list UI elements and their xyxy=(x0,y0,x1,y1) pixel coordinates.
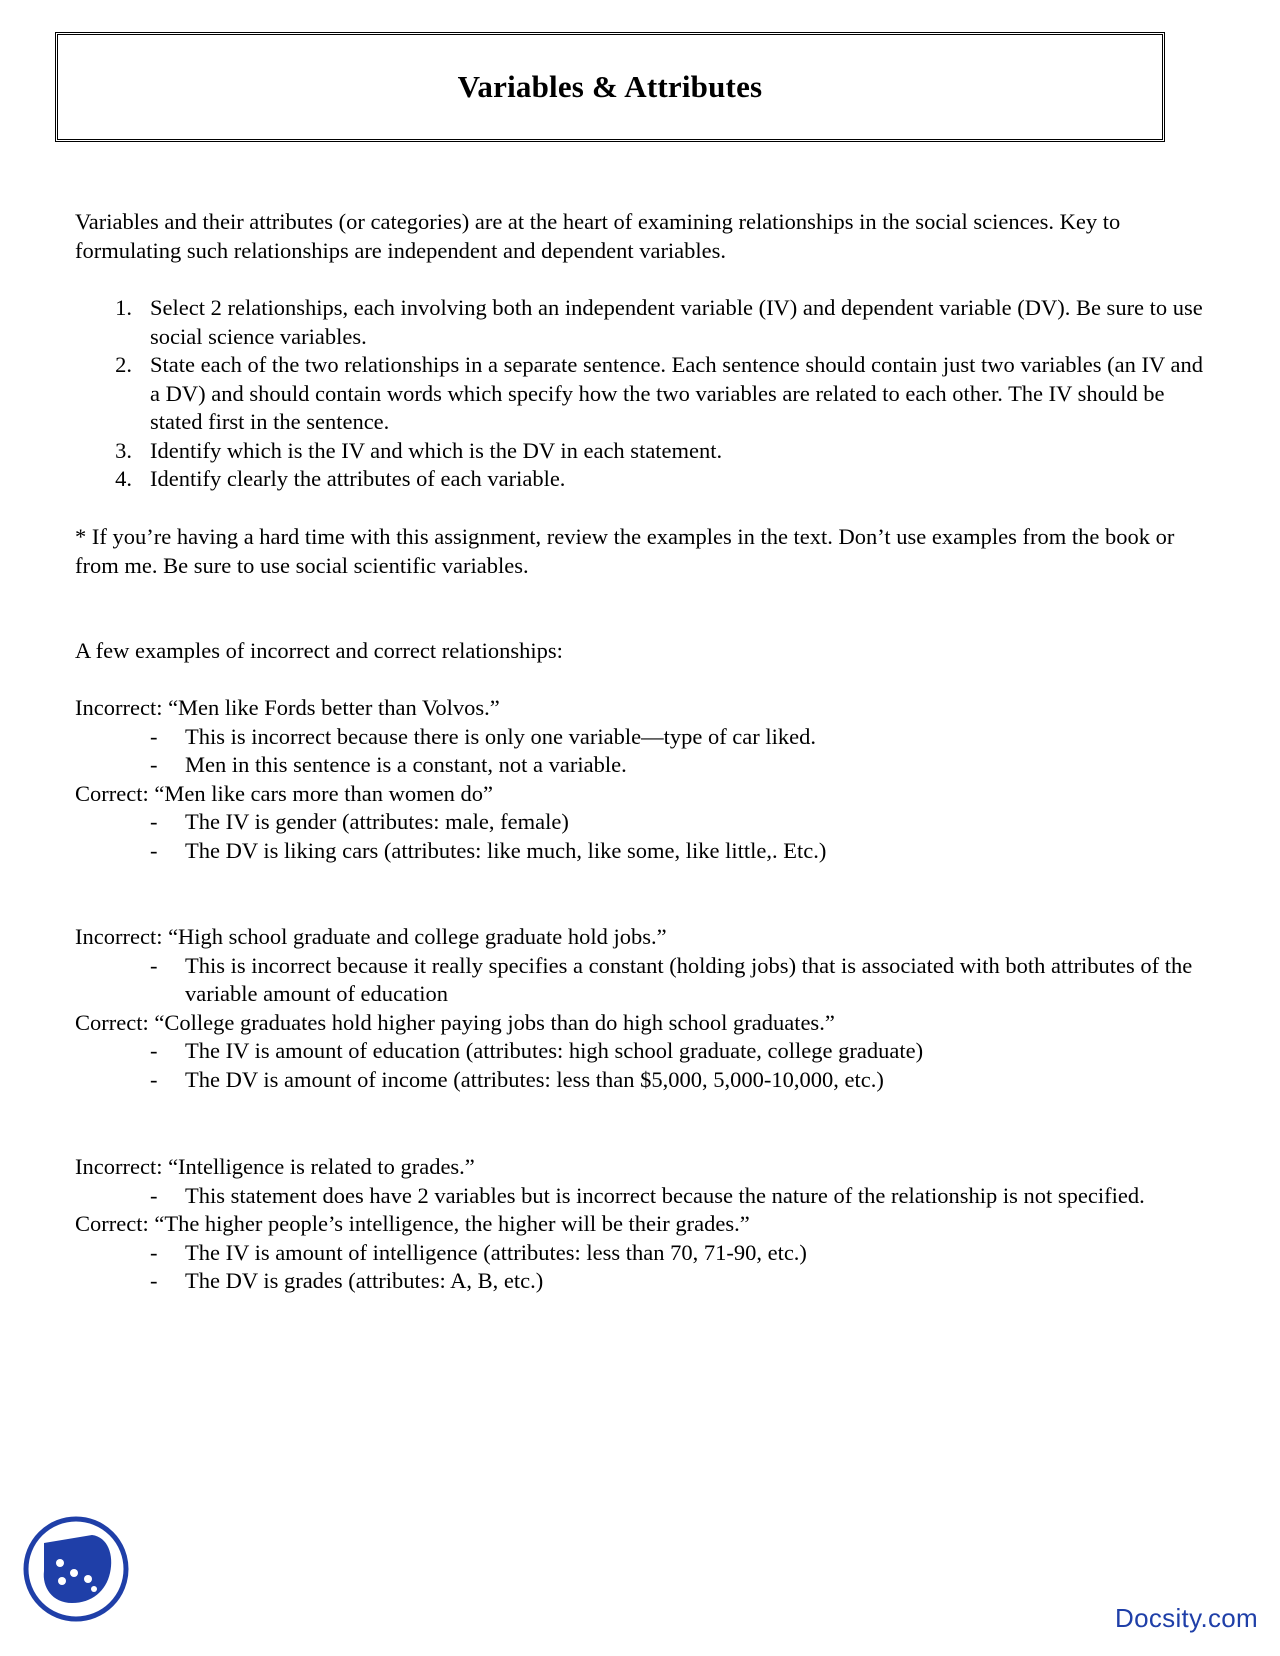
logo-dot xyxy=(56,1559,64,1567)
instruction-list xyxy=(75,294,1205,494)
note-text: This is incorrect because there is only one variable—type of car liked. xyxy=(185,723,817,749)
intro-paragraph: Variables and their attributes (or categories) are at the heart of examining relationships in the social sciences. Key to formulating such relationships are independent and dependent variables. xyxy=(75,209,1121,263)
dash: - xyxy=(150,1066,158,1092)
note-item xyxy=(75,837,1205,866)
note-item xyxy=(75,952,1205,1009)
dash: - xyxy=(150,809,158,834)
note-item xyxy=(75,1239,1205,1268)
correct-statement: Correct: “College graduates hold higher paying jobs than do high school graduates.” xyxy=(75,1009,835,1035)
note-text: This is incorrect because it really specifies a constant (holding jobs) that is associated with both attributes of the variable amount of education xyxy=(185,952,1193,1006)
list-item xyxy=(75,351,1205,437)
note-item xyxy=(75,1182,1205,1211)
logo-dot xyxy=(91,1586,97,1592)
note-item xyxy=(75,723,1205,752)
dash: - xyxy=(150,1182,158,1208)
logo-dot xyxy=(84,1575,92,1583)
list-number: 1. xyxy=(115,295,132,320)
page-title: Variables & Attributes xyxy=(457,69,763,104)
dash: - xyxy=(150,1268,158,1293)
dash: - xyxy=(150,1239,158,1265)
dash: - xyxy=(150,723,158,749)
note-item xyxy=(75,1267,1205,1296)
note-item xyxy=(75,751,1205,780)
example-block-1 xyxy=(75,694,1205,865)
title-box xyxy=(55,32,1165,142)
list-number: 2. xyxy=(115,352,132,377)
note-text: The DV is liking cars (attributes: like much, like some, like little,. Etc.) xyxy=(185,837,827,863)
note-item xyxy=(75,1066,1205,1095)
correct-statement: Correct: “The higher people’s intelligence, the higher will be their grades.” xyxy=(75,1211,750,1236)
note-text: This statement does have 2 variables but is incorrect because the nature of the relationship is not specified. xyxy=(185,1182,1145,1208)
examples-heading: A few examples of incorrect and correct relationships: xyxy=(75,638,563,663)
brand-link[interactable]: Docsity.com xyxy=(1115,1603,1258,1633)
note-paragraph: * If you’re having a hard time with this assignment, review the examples in the text. Don’t use examples from the book or from me. Be sure to use social scientific variables. xyxy=(75,524,1175,578)
note-item xyxy=(75,1037,1205,1066)
incorrect-statement: Incorrect: “Intelligence is related to grades.” xyxy=(75,1154,475,1179)
note-item xyxy=(75,808,1205,837)
list-item xyxy=(75,465,1205,494)
dash: - xyxy=(150,837,158,863)
list-item xyxy=(75,294,1205,351)
correct-statement: Correct: “Men like cars more than women do” xyxy=(75,780,493,806)
docsity-logo-icon[interactable] xyxy=(22,1515,130,1623)
note-text: Men in this sentence is a constant, not a variable. xyxy=(185,752,627,777)
dash: - xyxy=(150,1038,158,1063)
note-text: The IV is gender (attributes: male, female) xyxy=(185,809,569,834)
incorrect-statement: Incorrect: “High school graduate and college graduate hold jobs.” xyxy=(75,924,667,949)
note-text: The DV is grades (attributes: A, B, etc.) xyxy=(185,1268,544,1293)
list-text: Identify which is the IV and which is the DV in each statement. xyxy=(150,437,723,463)
list-text: Identify clearly the attributes of each variable. xyxy=(150,466,566,491)
list-text: Select 2 relationships, each involving both an independent variable (IV) and dependent variable (DV). Be sure to use social science variables. xyxy=(150,295,1203,349)
note-text: The IV is amount of education (attributes: high school graduate, college graduate) xyxy=(185,1038,924,1063)
note-text: The DV is amount of income (attributes: less than $5,000, 5,000-10,000, etc.) xyxy=(185,1066,884,1092)
dash: - xyxy=(150,952,158,978)
dash: - xyxy=(150,752,158,777)
logo-dot xyxy=(58,1577,66,1585)
note-text: The IV is amount of intelligence (attributes: less than 70, 71-90, etc.) xyxy=(185,1239,807,1265)
example-block-2 xyxy=(75,923,1205,1094)
list-item xyxy=(75,437,1205,466)
logo-dot xyxy=(70,1569,78,1577)
list-number: 4. xyxy=(115,466,132,491)
incorrect-statement: Incorrect: “Men like Fords better than Volvos.” xyxy=(75,695,500,720)
list-text: State each of the two relationships in a separate sentence. Each sentence should contain just two variables (an IV and a DV) and should contain words which specify how the two variables are related to each other. The IV should be stated first in the sentence. xyxy=(150,352,1203,434)
example-block-3 xyxy=(75,1153,1205,1296)
list-number: 3. xyxy=(115,437,132,463)
